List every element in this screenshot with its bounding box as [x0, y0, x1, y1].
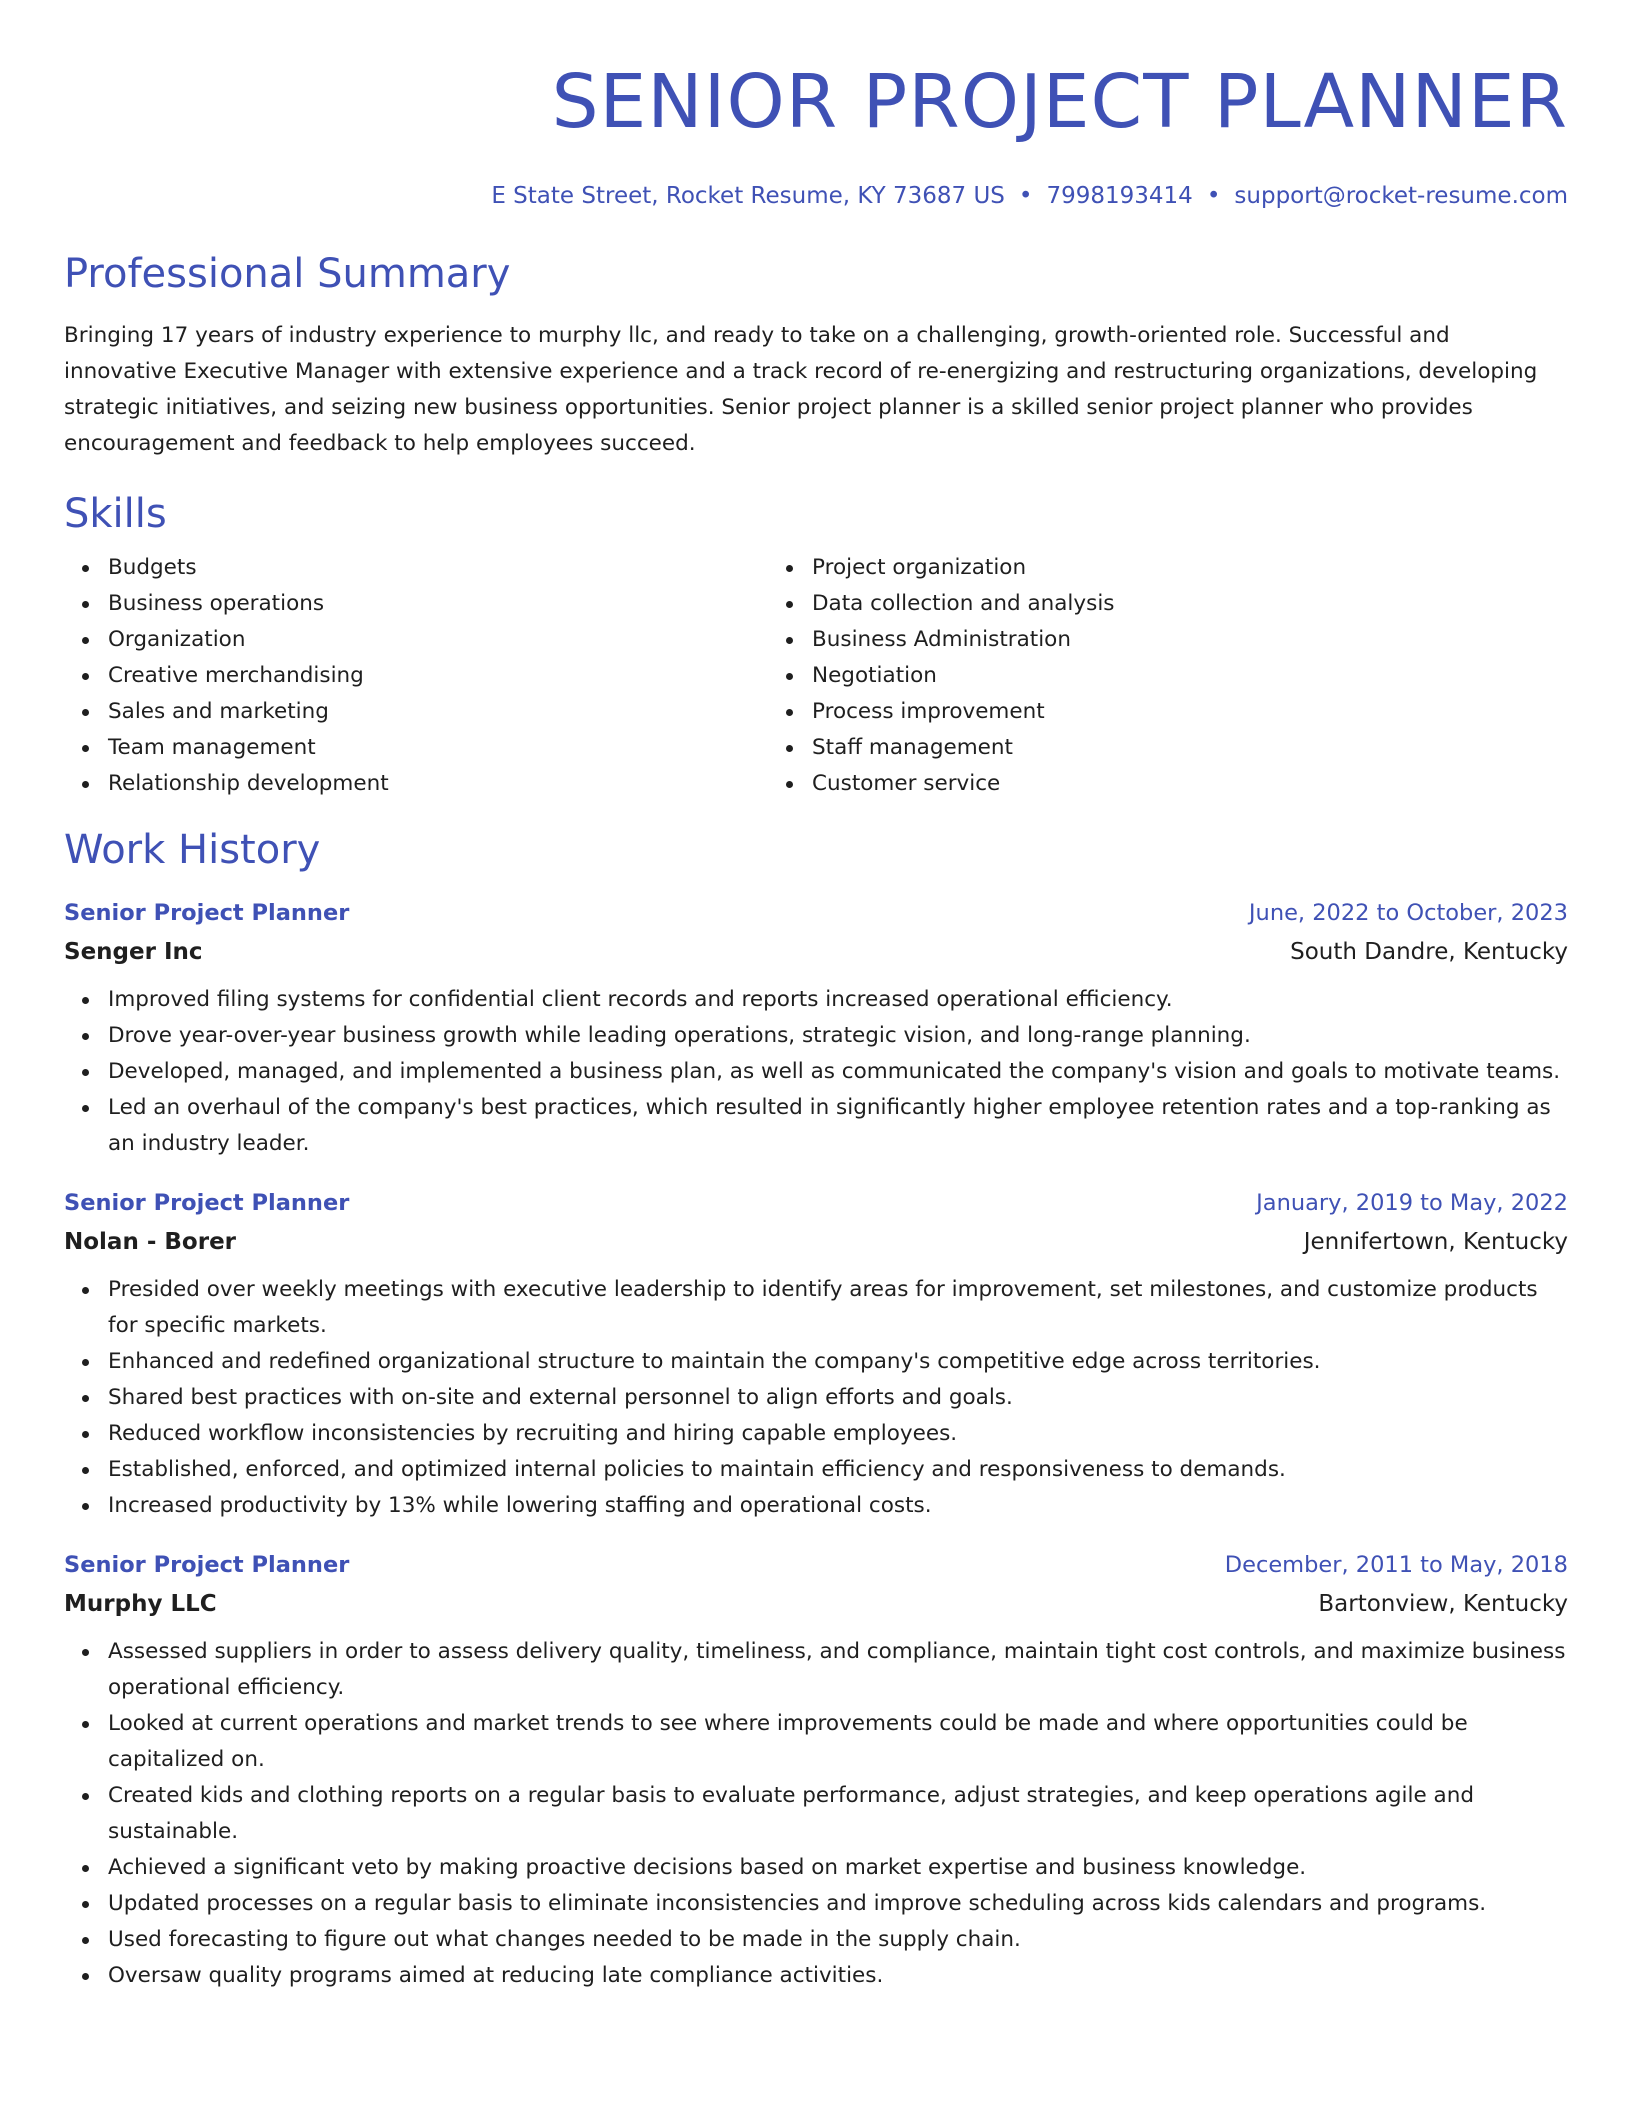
skills-column-left: [64, 550, 762, 802]
job-title: Senior Project Planner: [64, 1190, 350, 1216]
skill-item: Project organization: [812, 550, 1460, 586]
job-company-row: [64, 1222, 1568, 1262]
job-bullet: Used forecasting to figure out what changes needed to be made in the supply chain.: [108, 1922, 1568, 1958]
skill-item: Process improvement: [812, 694, 1460, 730]
skill-item: Staff management: [812, 730, 1460, 766]
skill-item: Team management: [108, 730, 762, 766]
job-bullet: Updated processes on a regular basis to eliminate inconsistencies and improve scheduling across kids calendars and programs.: [108, 1886, 1568, 1922]
skill-item: Budgets: [108, 550, 762, 586]
job-company-row: [64, 1584, 1568, 1624]
contact-email: support@rocket-resume.com: [1234, 183, 1568, 209]
skill-item: Organization: [108, 622, 762, 658]
job-bullet: Reduced workflow inconsistencies by recruiting and hiring capable employees.: [108, 1416, 1568, 1452]
contact-phone: 7998193414: [1046, 183, 1193, 209]
job-location: Bartonview, Kentucky: [1318, 1591, 1568, 1617]
job-title: Senior Project Planner: [64, 900, 350, 926]
skill-item: Business Administration: [812, 622, 1460, 658]
job-company: Nolan - Borer: [64, 1229, 237, 1255]
job-bullet: Achieved a significant veto by making proactive decisions based on market expertise and business knowledge.: [108, 1850, 1568, 1886]
job-bullet: Enhanced and redefined organizational structure to maintain the company's competitive edge across territories.: [108, 1344, 1568, 1380]
skill-item: Sales and marketing: [108, 694, 762, 730]
job-entry: [64, 1546, 1568, 1994]
job-bullet: Led an overhaul of the company's best practices, which resulted in significantly higher employee retention rates and a top-ranking as an industry leader.: [108, 1090, 1568, 1162]
skills-heading: Skills: [64, 491, 167, 537]
job-company-row: [64, 932, 1568, 972]
job-bullet: Looked at current operations and market trends to see where improvements could be made and where opportunities could be capitalized on.: [108, 1706, 1568, 1778]
job-header-row: [64, 894, 1568, 932]
skill-item: Customer service: [812, 766, 1460, 802]
job-entry: [64, 894, 1568, 1162]
job-company: Senger Inc: [64, 939, 203, 965]
job-bullets: [64, 1272, 1568, 1524]
summary-heading: Professional Summary: [64, 251, 511, 297]
job-bullet: Oversaw quality programs aimed at reducing late compliance activities.: [108, 1958, 1568, 1994]
skill-item: Relationship development: [108, 766, 762, 802]
job-bullet: Developed, managed, and implemented a business plan, as well as communicated the company's vision and goals to motivate teams.: [108, 1054, 1568, 1090]
job-header-row: [64, 1546, 1568, 1584]
job-title: Senior Project Planner: [64, 1552, 350, 1578]
skill-item: Creative merchandising: [108, 658, 762, 694]
job-dates: January, 2019 to May, 2022: [1256, 1190, 1568, 1216]
job-bullet: Presided over weekly meetings with executive leadership to identify areas for improvement, set milestones, and customize products for specific markets.: [108, 1272, 1568, 1344]
contact-separator: •: [1018, 183, 1033, 209]
contact-line: [64, 180, 1568, 212]
skill-item: Business operations: [108, 586, 762, 622]
job-bullet: Increased productivity by 13% while lowering staffing and operational costs.: [108, 1488, 1568, 1524]
work-history-heading: Work History: [64, 827, 321, 873]
job-dates: December, 2011 to May, 2018: [1224, 1552, 1568, 1578]
contact-separator: •: [1206, 183, 1221, 209]
job-bullet: Drove year-over-year business growth while leading operations, strategic vision, and long-range planning.: [108, 1018, 1568, 1054]
job-bullet: Established, enforced, and optimized internal policies to maintain efficiency and responsiveness to demands.: [108, 1452, 1568, 1488]
skills-column-right: [762, 550, 1460, 802]
job-entry: [64, 1184, 1568, 1524]
job-location: South Dandre, Kentucky: [1290, 939, 1568, 965]
job-company: Murphy LLC: [64, 1591, 217, 1617]
job-bullet: Shared best practices with on-site and external personnel to align efforts and goals.: [108, 1380, 1568, 1416]
job-bullet: Assessed suppliers in order to assess delivery quality, timeliness, and compliance, maintain tight cost controls, and maximize business operational efficiency.: [108, 1634, 1568, 1706]
job-bullet: Created kids and clothing reports on a regular basis to evaluate performance, adjust strategies, and keep operations agile and sustainable.: [108, 1778, 1568, 1850]
job-bullets: [64, 982, 1568, 1162]
resume-name-heading: SENIOR PROJECT PLANNER: [551, 59, 1568, 145]
summary-text: Bringing 17 years of industry experience to murphy llc, and ready to take on a challenging, growth-oriented role. Successful and innovative Executive Manager with extensive experience and a track record of re-energizing and restructuring organizations, developing strategic initiatives, and seizing new business opportunities. Senior project planner is a skilled senior project planner who provides encouragement and feedback to help employees succeed.: [64, 323, 1538, 456]
skill-item: Data collection and analysis: [812, 586, 1460, 622]
skill-item: Negotiation: [812, 658, 1460, 694]
job-bullets: [64, 1634, 1568, 1994]
job-dates: June, 2022 to October, 2023: [1248, 900, 1568, 926]
job-bullet: Improved filing systems for confidential client records and reports increased operational efficiency.: [108, 982, 1568, 1018]
job-location: Jennifertown, Kentucky: [1303, 1229, 1568, 1255]
job-header-row: [64, 1184, 1568, 1222]
contact-address: E State Street, Rocket Resume, KY 73687 US: [491, 183, 1005, 209]
skills-list: [64, 550, 1568, 802]
resume-page: [64, 54, 1568, 1994]
